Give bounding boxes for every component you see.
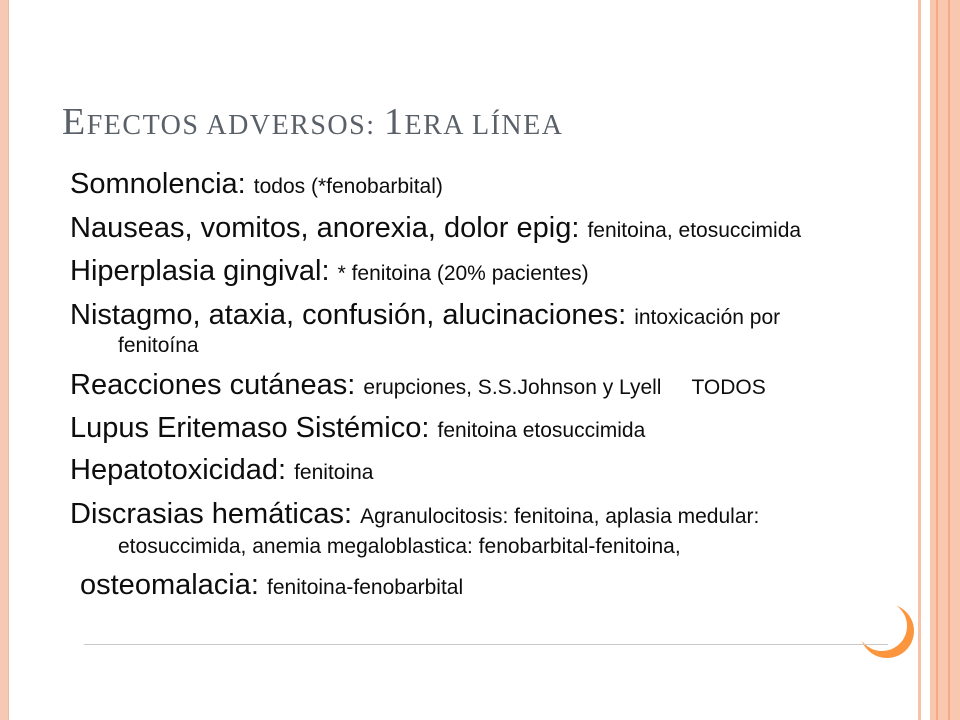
slide-frame-right-line (936, 0, 938, 720)
effect-line-nistagmo (70, 301, 780, 330)
effect-line-discrasias (70, 500, 759, 529)
effect-detail: fenitoina-fenobarbital (267, 576, 464, 599)
effect-line-hepatotoxicidad (70, 456, 374, 485)
effect-term: Hiperplasia gingival: (70, 255, 338, 287)
slide-frame-right-gap (921, 0, 930, 720)
title-first-letter: E (62, 101, 87, 143)
effect-line-somnolencia (70, 170, 443, 199)
effect-term: osteomalacia: (80, 569, 267, 601)
effect-term: Reacciones cutáneas: (70, 369, 364, 401)
effect-detail: fenitoina (294, 461, 374, 484)
effect-detail: * fenitoina (20% pacientes) (337, 262, 589, 285)
title-end: ERA LÍNEA (404, 110, 564, 141)
effect-line-osteomalacia (80, 571, 463, 600)
effect-detail: fenitoina, etosuccimida (587, 219, 802, 242)
effect-term: Nauseas, vomitos, anorexia, dolor epig: (70, 212, 588, 244)
title-number: 1 (384, 101, 405, 143)
effect-detail: erupciones, S.S.Johnson y Lyell (363, 376, 662, 399)
effect-term: Nistagmo, ataxia, confusión, alucinaciones: (70, 299, 635, 331)
slide-frame-right-band (930, 0, 960, 720)
effect-term: Somnolencia: (70, 168, 254, 200)
footer-divider (84, 644, 888, 645)
effect-term: Hepatotoxicidad: (70, 454, 295, 486)
effect-extra: TODOS (691, 376, 766, 399)
effect-line-nauseas (70, 214, 801, 243)
effect-detail-cont: fenitoína (118, 334, 199, 357)
title-rest: FECTOS ADVERSOS: (86, 110, 385, 141)
effect-detail: Agranulocitosis: fenitoina, aplasia medular: (360, 505, 760, 528)
effect-term: Lupus Eritemaso Sistémico: (70, 412, 438, 444)
effect-line-reacciones (70, 371, 766, 400)
slide-frame-right-line (948, 0, 950, 720)
effect-line-lupus (70, 414, 645, 443)
effect-term: Discrasias hemáticas: (70, 498, 361, 530)
effect-detail: todos (*fenobarbital) (253, 175, 443, 198)
effect-line-hiperplasia (70, 257, 589, 286)
effect-detail-cont: etosuccimida, anemia megaloblastica: fenobarbital-fenitoina, (118, 535, 681, 558)
slide-title (62, 100, 563, 144)
effect-detail: intoxicación por (634, 306, 781, 329)
effect-line-discrasias-cont (118, 536, 681, 557)
effects-list-image (70, 168, 900, 608)
effect-detail: fenitoina etosuccimida (437, 419, 646, 442)
slide-frame-left (0, 0, 9, 720)
effect-line-nistagmo-cont (118, 335, 199, 356)
